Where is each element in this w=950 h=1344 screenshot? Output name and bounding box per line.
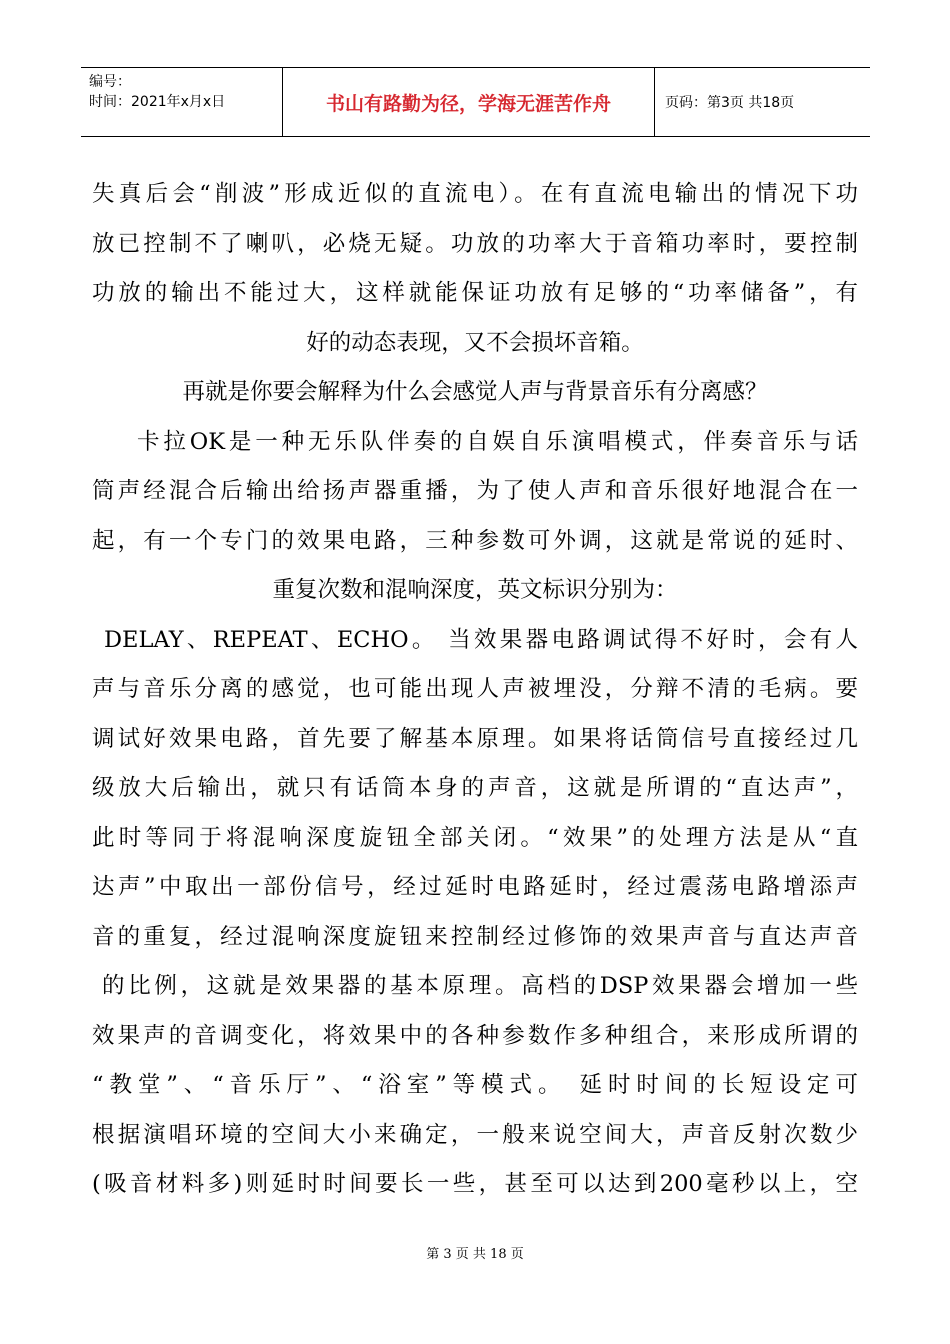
body-line: 声与音乐分离的感觉，也可能出现人声被埋没，分辩不清的毛病。要 <box>92 676 858 702</box>
body-line: DELAY、REPEAT、ECHO。 当效果器电路调试得不好时，会有人 <box>104 626 858 653</box>
header-page-label: 页码：第3页 共18页 <box>665 95 795 111</box>
body-line: 再就是你要会解释为什么会感觉人声与背景音乐有分离感？ <box>182 379 768 405</box>
body-line: 重复次数和混响深度，英文标识分别为： <box>272 577 678 603</box>
body-line: 的比例，这就是效果器的基本原理。高档的DSP效果器会增加一些 <box>102 973 858 999</box>
body-line: (吸音材料多)则延时时间要长一些，甚至可以达到200毫秒以上，空 <box>92 1171 858 1197</box>
body-line: “教堂”、“音乐厅”、“浴室”等模式。 延时时间的长短设定可 <box>92 1072 858 1098</box>
body-line: 达声”中取出一部份信号，经过延时电路延时，经过震荡电路增添声 <box>92 874 858 900</box>
body-line: 调试好效果电路，首先要了解基本原理。如果将话筒信号直接经过几 <box>92 725 858 752</box>
document-time-label: 时间：2021年x月x日 <box>89 94 226 110</box>
body-line: 失真后会“削波”形成近似的直流电）。在有直流电输出的情况下功 <box>92 181 858 207</box>
body-line: 筒声经混合后输出给扬声器重播，为了使人声和音乐很好地混合在一 <box>92 478 858 504</box>
body-line: 好的动态表现，又不会损坏音箱。 <box>306 329 644 356</box>
body-line: 效果声的音调变化，将效果中的各种参数作多种组合，来形成所谓的 <box>92 1022 858 1049</box>
body-line: 功放的输出不能过大，这样就能保证功放有足够的“功率储备”，有 <box>92 280 858 306</box>
body-line: 卡拉OK是一种无乐队伴奏的自娱自乐演唱模式，伴奏音乐与话 <box>137 428 858 455</box>
document-body <box>92 170 858 1210</box>
header-motto: 书山有路勤为径，学海无涯苦作舟 <box>283 68 655 136</box>
body-line: 此时等同于将混响深度旋钮全部关闭。“效果”的处理方法是从“直 <box>92 824 858 851</box>
document-number-label: 编号： <box>89 74 131 90</box>
body-line: 级放大后输出，就只有话筒本身的声音，这就是所谓的“直达声”， <box>92 775 858 801</box>
body-line: 起，有一个专门的效果电路，三种参数可外调，这就是常说的延时、 <box>92 527 858 554</box>
body-line: 放已控制不了喇叭，必烧无疑。功放的功率大于音箱功率时，要控制 <box>92 230 858 257</box>
header-meta-cell <box>81 68 283 136</box>
page-footer: 第 3 页 共 18 页 <box>426 1247 524 1262</box>
body-line: 根据演唱环境的空间大小来确定，一般来说空间大，声音反射次数少 <box>92 1121 858 1148</box>
body-line: 音的重复，经过混响深度旋钮来控制经过修饰的效果声音与直达声音 <box>92 923 858 950</box>
header-table <box>81 67 870 137</box>
